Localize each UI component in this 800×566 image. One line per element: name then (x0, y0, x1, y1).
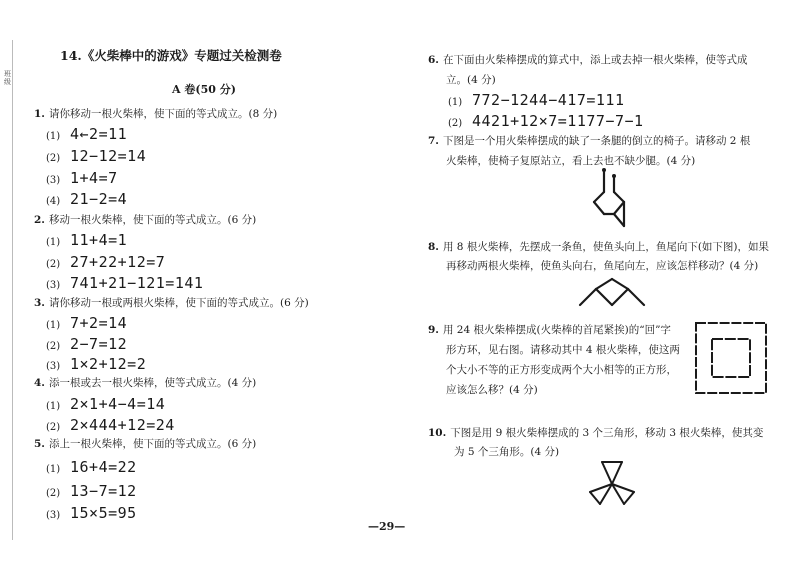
q1-item-1 (46, 125, 127, 146)
q2-item-3 (46, 274, 203, 295)
q2-item-1 (46, 231, 127, 252)
item-label: (1) (46, 320, 61, 331)
item-label: (1) (46, 131, 61, 142)
question-text: 移动一根火柴棒，使下面的等式成立。(6 分) (48, 214, 257, 226)
binding-line (12, 40, 13, 540)
q2-item-2 (46, 253, 165, 274)
question-2 (34, 210, 256, 230)
three-triangles-figure (586, 460, 638, 506)
question-6-line-2: 立。(4 分) (446, 74, 496, 86)
question-text-line-1: 在下面由火柴棒摆成的算式中，添上或去掉一根火柴棒，使等式成 (442, 54, 748, 66)
item-label: (3) (46, 280, 61, 291)
q4-item-1 (46, 395, 165, 416)
item-label: (3) (46, 510, 61, 521)
q5-item-2 (46, 482, 137, 503)
matchstick-equation: 13−7=12 (70, 482, 137, 500)
matchstick-equation: 16+4=22 (70, 458, 137, 476)
q5-item-3 (46, 504, 137, 525)
question-number: 6. (428, 54, 439, 66)
question-text-line-1: 用 8 根火柴棒，先摆成一条鱼，使鱼头向上，鱼尾向下(如下图)，如果 (442, 241, 770, 253)
question-5 (34, 434, 256, 454)
q6-item-1 (448, 91, 625, 112)
q5-item-1 (46, 458, 137, 479)
question-10 (428, 423, 763, 443)
matchstick-equation: 11+4=1 (70, 231, 128, 249)
fish-figure (578, 277, 648, 313)
page-title: 14.《火柴棒中的游戏》专题过关检测卷 (60, 48, 282, 63)
matchstick-equation: 12−12=14 (70, 147, 147, 165)
matchstick-equation: 27+22+12=7 (70, 253, 166, 271)
question-9-line-3: 个大小不等的正方形变成两个大小相等的正方形， (446, 364, 677, 376)
binding-label: 班级 (4, 70, 11, 86)
question-number: 5. (34, 438, 45, 450)
question-number: 3. (34, 297, 45, 309)
question-9-line-2: 形方环，见右图。请移动其中 4 根火柴棒，使这两 (446, 344, 680, 356)
item-label: (2) (46, 422, 61, 433)
question-text: 请你移动一根或两根火柴棒，使下面的等式成立。(6 分) (48, 297, 309, 309)
question-7-line-2: 火柴棒，使椅子复原站立，看上去也不缺少腿。(4 分) (446, 155, 696, 167)
item-label: (1) (46, 237, 61, 248)
item-label: (3) (46, 361, 61, 372)
question-text: 添上一根火柴棒，使下面的等式成立。(6 分) (48, 438, 257, 450)
question-number: 9. (428, 324, 439, 336)
matchstick-equation: 2−7=12 (70, 335, 128, 353)
section-title: A 卷(50 分) (172, 83, 236, 96)
matchstick-equation: 1+4=7 (70, 169, 118, 187)
item-label: (1) (448, 97, 463, 108)
question-number: 10. (428, 427, 447, 439)
question-10-line-2: 为 5 个三角形。(4 分) (454, 446, 560, 458)
item-label: (1) (46, 401, 61, 412)
matchstick-equation: 741+21−121=141 (70, 274, 204, 292)
upside-down-chair-figure (580, 168, 640, 236)
question-text-line-1: 下图是一个用火柴棒摆成的缺了一条腿的倒立的椅子。请移动 2 根 (442, 135, 751, 147)
q6-item-2 (448, 112, 644, 133)
question-1 (34, 104, 277, 124)
matchstick-equation: 1×2+12=2 (70, 355, 147, 373)
question-number: 8. (428, 241, 439, 253)
q3-item-2 (46, 335, 127, 356)
question-8 (428, 237, 769, 257)
question-6 (428, 50, 747, 70)
question-number: 4. (34, 377, 45, 389)
item-label: (3) (46, 175, 61, 186)
item-label: (1) (46, 464, 61, 475)
page-number: —29— (368, 520, 406, 533)
question-9-line-4: 应该怎么移？(4 分) (446, 384, 538, 396)
matchstick-equation: 772−1244−417=111 (472, 91, 625, 109)
q1-item-2 (46, 147, 146, 168)
question-4 (34, 373, 256, 393)
q3-item-1 (46, 314, 127, 335)
question-text-line-1: 用 24 根火柴棒摆成(火柴棒的首尾紧挨)的“回”字 (442, 324, 671, 336)
q1-item-3 (46, 169, 118, 190)
item-label: (2) (46, 259, 61, 270)
question-number: 2. (34, 214, 45, 226)
question-7 (428, 131, 750, 151)
question-number: 1. (34, 108, 45, 120)
question-text: 添一根或去一根火柴棒，使等式成立。(4 分) (48, 377, 257, 389)
question-9 (428, 320, 671, 340)
item-label: (2) (448, 118, 463, 129)
q1-item-4 (46, 190, 127, 211)
matchstick-equation: 21−2=4 (70, 190, 128, 208)
item-label: (2) (46, 341, 61, 352)
matchstick-equation: 2×1+4−4=14 (70, 395, 166, 413)
question-3 (34, 293, 309, 313)
matchstick-equation: 7+2=14 (70, 314, 128, 332)
question-text-line-1: 下图是用 9 根火柴棒摆成的 3 个三角形，移动 3 根火柴棒，使其变 (450, 427, 764, 439)
hui-square-figure (694, 321, 768, 395)
matchstick-equation: 15×5=95 (70, 504, 137, 522)
question-number: 7. (428, 135, 439, 147)
matchstick-equation: 2×444+12=24 (70, 416, 175, 434)
question-8-line-2: 再移动两根火柴棒，使鱼头向右，鱼尾向左，应该怎样移动？(4 分) (446, 260, 759, 272)
item-label: (2) (46, 153, 61, 164)
item-label: (2) (46, 488, 61, 499)
matchstick-equation: 4421+12×7=1177−7−1 (472, 112, 644, 130)
question-text: 请你移动一根火柴棒，使下面的等式成立。(8 分) (48, 108, 278, 120)
item-label: (4) (46, 196, 61, 207)
matchstick-equation: 4←2=11 (70, 125, 128, 143)
